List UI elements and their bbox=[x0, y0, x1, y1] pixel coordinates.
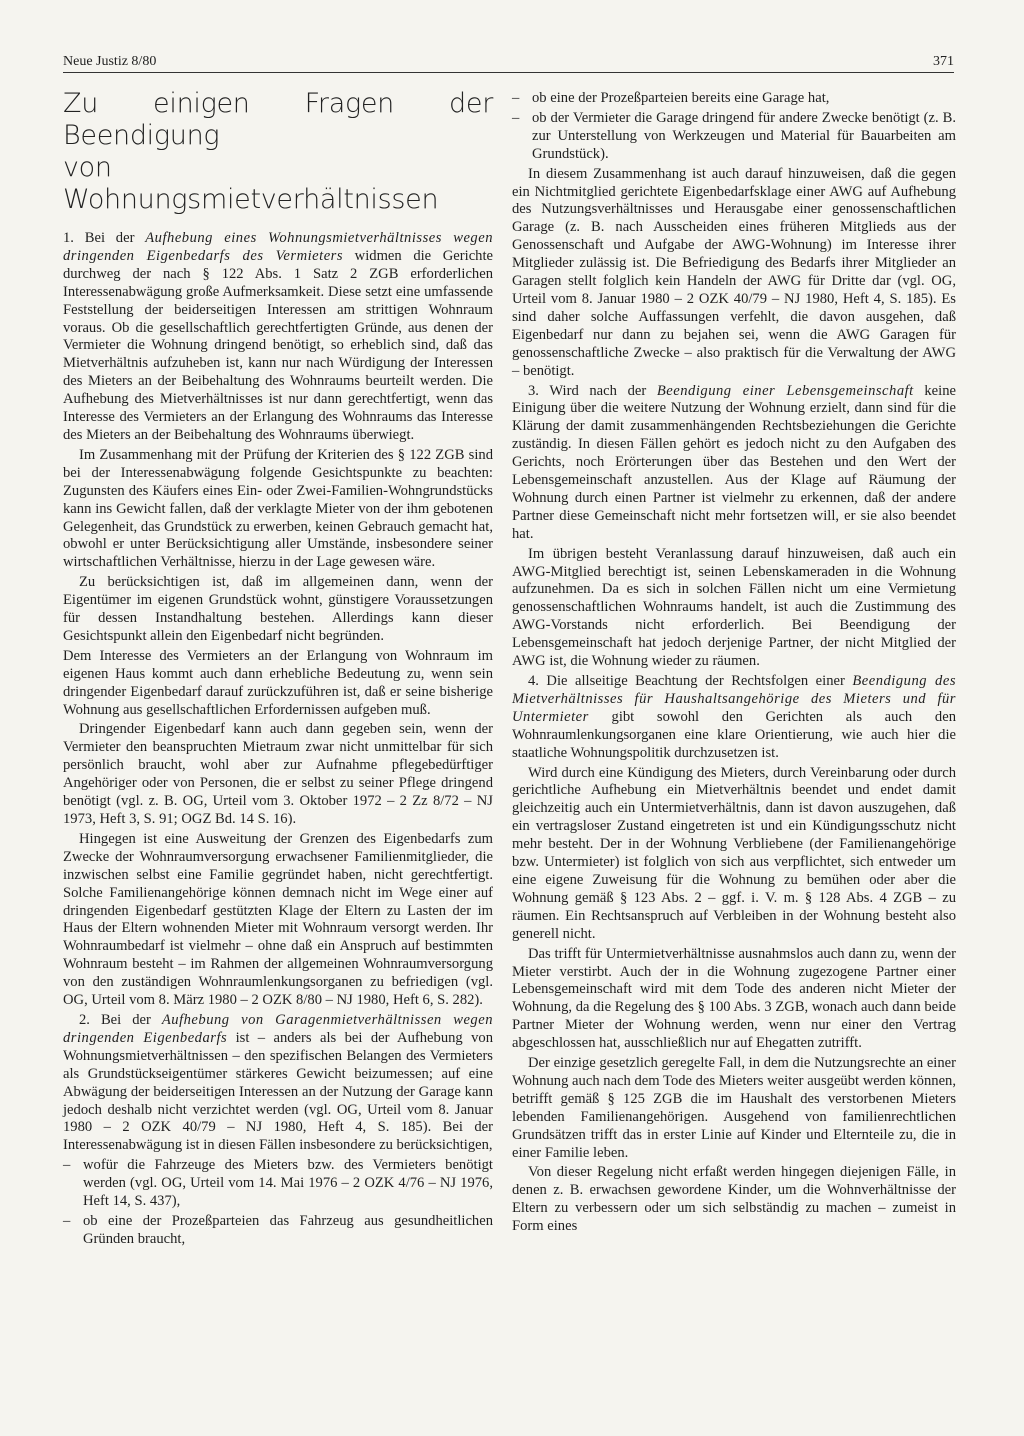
dash-bullet: – bbox=[63, 1157, 71, 1174]
journal-name: Neue Justiz 8/80 bbox=[63, 54, 157, 69]
dash-item-text: wofür die Fahrzeuge des Mieters bzw. des Vermieters benötigt werden (vgl. OG, Urteil vom 14. Mai 1976 – 2 OZK 4/76 – NJ 1976, Heft 14, S. 437), bbox=[83, 1157, 493, 1210]
paragraph-6: Hingegen ist eine Ausweitung der Grenzen des Eigenbedarfs zum Zwecke der Wohnraumversorgung erwachsener Familienmitglieder, die inzwischen selbst eine Familie gegründet haben, nicht gerechtfertigt. Solche Familienangehörige können demnach nicht im Wege einer auf dringenden Eigenbedarf gestützten Klage der Eltern zu Lasten der im Haus der Eltern wohnenden Mieter mit Wohnraum versorgt werden. Ihr Wohnraumbedarf ist vielmehr – ohne daß ein Anspruch auf bestimmten Wohnraum besteht – im Rahmen der allgemeinen Wohnraumversorgung von den zuständigen Wohnraumlenkungsorganen zu befriedigen (vgl. OG, Urteil vom 8. März 1980 – 2 OZK 8/80 – NJ 1980, Heft 6, S. 282). bbox=[63, 830, 493, 1009]
paragraph-3: Zu berücksichtigen ist, daß im allgemeinen dann, wenn der Eigentümer im eigenen Grundstück wohnt, günstigere Voraussetzungen für dessen Instandhaltung bestehen. Allerdings kann dieser Gesichtspunkt allein den Eigenbedarf nicht begründen. bbox=[63, 574, 493, 644]
dash-bullet: – bbox=[512, 109, 520, 126]
paragraph-4: Dem Interesse des Vermieters an der Erlangung von Wohnraum im eigenen Haus kommt auch dann erhebliche Bedeutung zu, wenn sein dringender Eigenbedarf darauf zurückzuführen ist, daß er seine bisherige Wohnung aus gesellschaftlichen Erfordernissen aufgeben muß. bbox=[63, 647, 493, 718]
dash-item-1 bbox=[63, 1157, 493, 1211]
paragraph-7 bbox=[63, 1012, 493, 1155]
paragraph-15: Von dieser Regelung nicht erfaßt werden hingegen diejenigen Fälle, in denen z. B. erwachsen gewordene Kinder, um die Wohnverhältnisse der Eltern zu verbessern oder um sich selbständig zu machen – zumeist in Form eines bbox=[512, 1164, 956, 1235]
dash-bullet: – bbox=[512, 90, 520, 106]
dash-item-3 bbox=[512, 90, 956, 108]
paragraph-12: Wird durch eine Kündigung des Mieters, durch Vereinbarung oder durch gerichtliche Aufhebung ein Mietverhältnis beendet und endet damit gleichzeitig auch ein Untermietverhältnis, dann ist davon auszugehen, daß ein vertragsloser Zustand eingetreten ist und ein Kündigungsschutz nicht mehr besteht. Der in der Wohnung Verbliebene (der Familienangehörige bzw. Untermieter) ist folglich von sich aus verpflichtet, sich entweder um eine eigene Zuweisung für die Wohnung zu bemühen oder aber die Wohnung gemäß § 123 Abs. 2 – ggf. i. V. m. § 128 Abs. 4 ZGB – zu räumen. Ein Rechtsanspruch auf Verbleiben in der Wohnung besteht also generell nicht. bbox=[512, 764, 956, 942]
paragraph-1-body: widmen die Gerichte durchweg der nach § 122 Abs. 1 Satz 2 ZGB erforderlichen Interessenabwägung große Aufmerksamkeit. Diese setzt eine umfassende Feststellung der beiderseitigen Interessen am strittigen Wohnraum voraus. Ob die gesellschaftlich gerechtfertigten Gründe, aus denen der Vermieter die Wohnung dringend benötigt, so erheblich sind, daß das Mietverhältnis aufzuheben ist, kann nur nach Würdigung der Interessen des Mieters an der Beibehaltung des Wohnraums beurteilt werden. Die Aufhebung des Mietverhältnisses ist nur dann gerechtfertigt, wenn das Interesse des Vermieters an der Erlangung des Wohnraums das Interesse des Mieters an der Beibehaltung des Wohnraums überwiegt. bbox=[63, 247, 494, 443]
paragraph-9-body: keine Einigung über die weitere Nutzung der Wohnung erzielt, dann sind für die Klärung der damit zusammenhängenden Rechtsbeziehungen die Gerichte zuständig. In diesen Fällen gehört es jedoch nicht zu den Aufgaben des Gerichts, noch Erörterungen über das Bestehen und den Wert der Lebensgemeinschaft anzustellen. Aus der Klage auf Räumung der Wohnung durch einen Partner ist vielmehr zu erkennen, daß der andere Partner diese Gemeinschaft nicht mehr fortsetzen will, er sie also beendet hat. bbox=[512, 382, 956, 542]
paragraph-11 bbox=[512, 673, 956, 763]
article-title bbox=[63, 88, 493, 216]
paragraph-5: Dringender Eigenbedarf kann auch dann gegeben sein, wenn der Vermieter den beanspruchten Mietraum zwar nicht unmittelbar für sich persönlich braucht, wohl aber zur Aufnahme pflegebedürftiger Angehöriger oder von Personen, die er selbst zu seiner Pflege dringend benötigt (vgl. z. B. OG, Urteil vom 3. Oktober 1972 – 2 Zz 8/72 – NJ 1973, Heft 3, S. 91; OGZ Bd. 14 S. 16). bbox=[63, 721, 493, 827]
dash-item-text: ob eine der Prozeßparteien bereits eine Garage hat, bbox=[532, 90, 830, 106]
paragraph-9-emphasis: Beendigung einer Lebensgemeinschaft bbox=[656, 382, 914, 399]
paragraph-1 bbox=[63, 230, 493, 445]
paragraph-9 bbox=[512, 383, 956, 544]
right-column bbox=[512, 90, 956, 1238]
running-header bbox=[63, 54, 954, 73]
paragraph-1-emphasis: Aufhebung eines Wohnungsmietverhältnisses wegen dringenden Eigenbedarfs des Vermieters bbox=[63, 230, 493, 264]
paragraph-8: In diesem Zusammenhang ist auch darauf hinzuweisen, daß die gegen ein Nichtmitglied gerichtete Eigenbedarfsklage einer AWG auf Aufhebung des Nutzungsverhältnisses und Herausgabe einer genossenschaftlichen Garage (z. B. nach Ausscheiden eines früheren Mitglieds aus der Genossenschaft und Aufgabe der AWG-Wohnung) im Interesse ihrer Mitglieder zulässig ist. Die Befriedigung des Bedarfs ihrer Mitglieder an Garagen stellt folglich kein Handeln der AWG für Dritte dar (vgl. OG, Urteil vom 8. Januar 1980 – 2 OZK 40/79 – NJ 1980, Heft 4, S. 185). Es sind daher solche Auffassungen verfehlt, die davon ausgehen, daß Eigenbedarf nur dann zu bejahen sei, wenn die AWG Garagen für genossenschaftliche Zwecke – also praktisch für die Verwaltung der AWG – benötigt. bbox=[512, 165, 956, 379]
paragraph-7-lead: 2. Bei der bbox=[79, 1011, 162, 1028]
article-title-line-2: von Wohnungsmietverhältnissen bbox=[63, 152, 439, 215]
paragraph-2: Im Zusammenhang mit der Prüfung der Kriterien des § 122 ZGB sind bei der Interessenabwägung folgende Gesichtspunkte zu beachten: Zugunsten des Käufers eines Ein- oder Zwei-Familien-Wohngrundstücks kann ins Gewicht fallen, daß der verklagte Mieter von der ihm gebotenen Gelegenheit, das Grundstück zu erwerben, keinen Gebrauch gemacht hat, obwohl er unter Berücksichtigung aller Umstände, insbesondere seiner wirtschaftlichen Verhältnisse, hierzu in der Lage gewesen wäre. bbox=[63, 446, 493, 571]
dash-item-4 bbox=[512, 110, 956, 164]
paragraph-11-emphasis: Beendigung des Mietverhältnisses für Haushaltsangehörige des Mieters und für Untermieter bbox=[512, 673, 956, 725]
dash-item-text: ob der Vermieter die Garage dringend für andere Zwecke benötigt (z. B. zur Unterstellung von Werkzeugen und Material für Bauarbeiten am Grundstück). bbox=[532, 109, 956, 162]
dash-item-text: ob eine der Prozeßparteien das Fahrzeug aus gesundheitlichen Gründen braucht, bbox=[83, 1212, 493, 1247]
left-column bbox=[63, 88, 493, 1251]
page-number: 371 bbox=[933, 54, 954, 69]
paragraph-7-emphasis: Aufhebung von Garagenmietverhältnissen wegen dringenden Eigenbedarfs bbox=[63, 1011, 494, 1046]
paragraph-13: Das trifft für Untermietverhältnisse ausnahmslos auch dann zu, wenn der Mieter verstirbt. Auch der in die Wohnung zugezogene Partner einer Lebensgemeinschaft wird mit dem Tode des anderen nicht Mieter der Wohnung, da die Regelung des § 100 Abs. 3 ZGB, wonach auch dann beide Partner Mieter der Wohnung werden, wenn nur einer den Vertrag abgeschlossen hat, ausschließlich nur auf Ehegatten zutrifft. bbox=[512, 945, 956, 1052]
article-title-line-1: Zu einigen Fragen der Beendigung bbox=[63, 88, 493, 151]
paragraph-11-lead: 4. Die allseitige Beachtung der Rechtsfolgen einer bbox=[528, 673, 853, 689]
dash-bullet: – bbox=[63, 1212, 71, 1229]
paragraph-14: Der einzige gesetzlich geregelte Fall, in dem die Nutzungsrechte an einer Wohnung auch nach dem Tode des Mieters weiter ausgeübt werden können, betrifft gemäß § 125 ZGB die im Haushalt des verstorbenen Mieters lebenden Familienangehörigen. Ausgehend von familienrechtlichen Grundsätzen trifft das in erster Linie auf Kinder und Elternteile zu, die in einer Familie leben. bbox=[512, 1055, 956, 1161]
dash-item-2 bbox=[63, 1213, 493, 1249]
paragraph-7-body: ist – anders als bei der Aufhebung von Wohnungsmietverhältnissen – den spezifischen Belangen des Vermieters als Grundstückseigentümer stärkeres Gewicht beizumessen; auf eine Abwägung der beiderseitigen Interessen an der Nutzung der Garage kann jedoch deshalb nicht verzichtet werden (vgl. OG, Urteil vom 8. Januar 1980 – 2 OZK 40/79 – NJ 1980, Heft 4, S. 185). Bei der Interessenabwägung ist in diesen Fällen insbesondere zu berücksichtigen, bbox=[63, 1029, 493, 1154]
paragraph-10: Im übrigen besteht Veranlassung darauf hinzuweisen, daß auch ein AWG-Mitglied berechtigt ist, seinen Lebenskameraden in die Wohnung aufzunehmen. Da es sich in solchen Fällen nicht um eine Vermietung genossenschaftlichen Wohnraums handelt, ist auch die Zustimmung des AWG-Vorstands nicht erforderlich. Bei Beendigung der Lebensgemeinschaft hat jedoch derjenige Partner, der nicht Mitglied der AWG ist, die Wohnung wieder zu räumen. bbox=[512, 545, 956, 670]
paragraph-9-lead: 3. Wird nach der bbox=[528, 382, 657, 399]
paragraph-1-lead: 1. Bei der bbox=[63, 230, 146, 246]
paragraph-11-body: gibt sowohl den Gerichten als auch den Wohnraumlenkungsorganen eine klare Orientierung, wie auch hier die staatliche Wohnungspolitik durchzusetzen ist. bbox=[512, 708, 956, 761]
